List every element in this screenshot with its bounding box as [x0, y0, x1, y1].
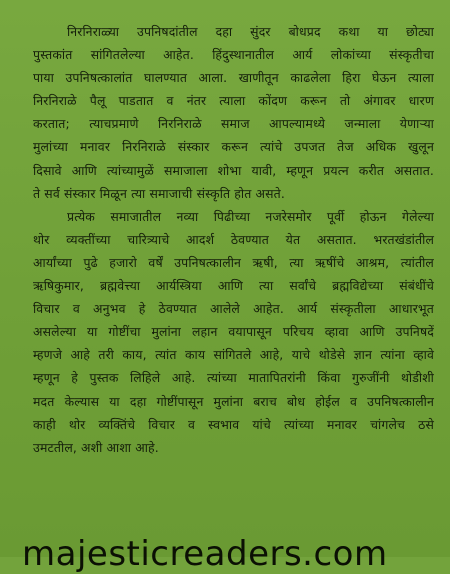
text-line: उमटतील, अशी आशा आहे. — [33, 439, 159, 455]
text-line: पाया उपनिषत्कालांत घालण्यात आला. खाणीतून काढलेला हिरा घेऊन त्याला — [33, 70, 434, 86]
text-line: पुस्तकांत सांगितलेल्या आहेत. हिंदुस्थानातील आर्य लोकांच्या संस्कृतीचा — [33, 47, 434, 63]
text-line: थोर व्यक्तींच्या चारित्र्याचे आदर्श ठेवण्यात येत असतात. भरतखंडांतील — [33, 231, 434, 247]
text-line: निरनिराळ्या उपनिषदांतील दहा सुंदर बोधप्रद कथा या छोट्या — [67, 24, 434, 39]
text-line: प्रत्येक समाजातील नव्या पिढीच्या नजरेसमोर पूर्वी होऊन गेलेल्या — [67, 208, 434, 224]
text-line: ऋषिकुमार, ब्रह्मवेत्त्या आर्यस्त्रिया आणि त्या सर्वांचे ब्रह्मविद्येच्या संबंधींचे — [33, 278, 434, 294]
text-line: विचार व अनुभव हे ठेवण्यात आलेले आहेत. आर्य संस्कृतीला आधारभूत — [33, 301, 434, 317]
text-line: काही थोर व्यक्तिंचे विचार व स्वभाव यांचे त्यांच्या मनावर चांगलेच ठसे — [33, 416, 434, 432]
text-line: म्हणजे आहे तरी काय, त्यांत काय सांगितले आहे, याचे थोडेसे ज्ञान त्यांना व्हावे — [33, 347, 434, 363]
text-line: म्हणून हे पुस्तक लिहिले आहे. त्यांच्या मातापितरांनी किंवा गुरुजींनी थोडीशी — [33, 370, 434, 386]
watermark-text: majesticreaders.com — [22, 534, 388, 574]
text-line: दिसावे आणि त्यांच्यामुळें समाजाला शोभा यावी, म्हणून प्रयत्न करीत असतात. — [33, 162, 434, 178]
text-line: ते सर्व संस्कार मिळून त्या समाजाची संस्कृति होत असते. — [33, 185, 285, 201]
blurb-text-block — [33, 20, 434, 459]
text-line: आर्यांच्या पुढे हजारो वर्षें उपनिषत्कालीन ऋषी, त्या ऋषींचे आश्रम, त्यांतील — [33, 254, 434, 270]
text-line: असलेल्या या गोष्टींचा मुलांना लहान वयापासून परिचय व्हावा आणि उपनिषदें — [33, 324, 434, 340]
text-line: करतात; त्याचप्रमाणे निरनिराळे समाज आपल्यामध्ये जन्माला येणाऱ्या — [33, 116, 434, 132]
paragraph-1 — [33, 20, 434, 205]
paragraph-2 — [33, 205, 434, 459]
text-line: मदत केल्यास या दहा गोष्टींपासून मुलांना बराच बोध होईल व उपनिषत्कालीन — [33, 393, 434, 409]
text-line: निरनिराळे पैलू पाडतात व नंतर त्याला कोंदण करून तो अंगावर धारण — [33, 93, 434, 109]
text-line: मुलांच्या मनावर निरनिराळे संस्कार करून त्यांचे उपजत तेज अधिक खुलून — [33, 139, 434, 155]
